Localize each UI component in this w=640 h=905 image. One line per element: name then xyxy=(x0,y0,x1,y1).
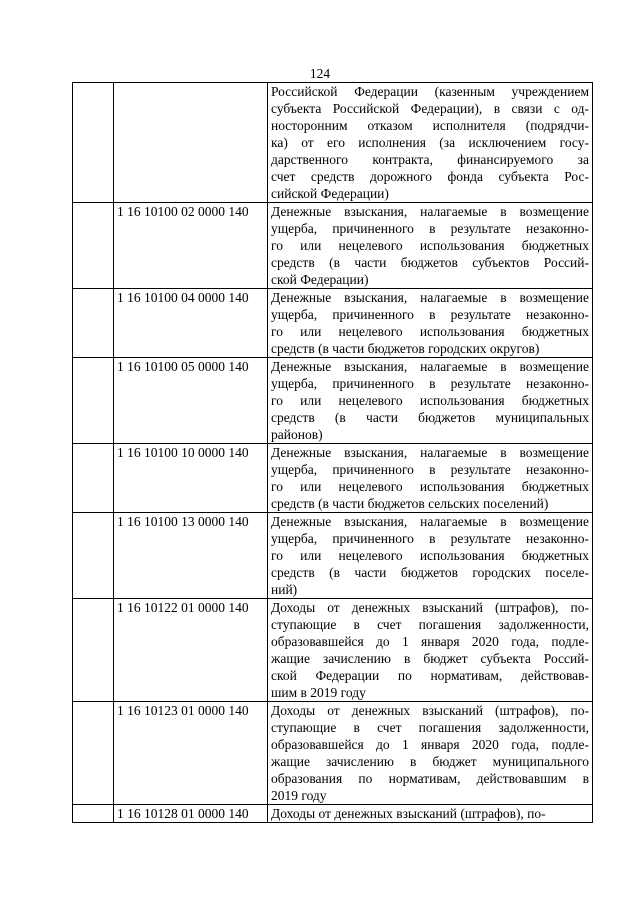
description-line: Доходы от денежных взысканий (штрафов), по- xyxy=(271,600,589,615)
table-row xyxy=(73,203,593,289)
row-blank-cell xyxy=(73,83,114,203)
description-line: ущерба, причиненного в результате незаконно- xyxy=(271,462,589,477)
income-description-cell xyxy=(268,444,593,513)
income-description-cell xyxy=(268,203,593,289)
description-line: Денежные взыскания, налагаемые в возмещение xyxy=(271,445,589,460)
description-line: Денежные взыскания, налагаемые в возмещение xyxy=(271,290,589,305)
description-line: Денежные взыскания, налагаемые в возмещение xyxy=(271,204,589,219)
table-row xyxy=(73,358,593,444)
description-line: счет средств дорожного фонда субъекта Рос- xyxy=(271,169,589,184)
description-line: ка) от его исполнения (за исключением госу- xyxy=(271,135,589,150)
table-row xyxy=(73,289,593,358)
description-line: го или нецелевого использования бюджетных xyxy=(271,324,589,339)
row-blank-cell xyxy=(73,203,114,289)
budget-code-cell: 1 16 10100 02 0000 140 xyxy=(114,203,268,289)
budget-code-cell xyxy=(114,83,268,203)
description-line: образовавшейся до 1 января 2020 года, подле- xyxy=(271,634,589,649)
description-line: средств (в части бюджетов сельских поселений) xyxy=(271,496,549,511)
row-blank-cell xyxy=(73,805,114,823)
description-line: ской Федерации) xyxy=(271,272,369,287)
table-row xyxy=(73,805,593,823)
description-line: средств (в части бюджетов субъектов Россий- xyxy=(271,255,589,270)
description-line: го или нецелевого использования бюджетных xyxy=(271,479,589,494)
description-line: дарственного контракта, финансируемого за xyxy=(271,152,589,167)
description-line: Доходы от денежных взысканий (штрафов), по- xyxy=(271,806,546,821)
table-row xyxy=(73,599,593,702)
income-description-cell xyxy=(268,358,593,444)
description-line: го или нецелевого использования бюджетных xyxy=(271,238,589,253)
description-line: го или нецелевого использования бюджетных xyxy=(271,393,589,408)
description-line: Денежные взыскания, налагаемые в возмещение xyxy=(271,359,589,374)
table-row xyxy=(73,83,593,203)
description-line: средств (в части бюджетов городских округов) xyxy=(271,341,540,356)
description-line: ступающие в счет погашения задолженности, xyxy=(271,617,589,632)
budget-code-cell: 1 16 10100 04 0000 140 xyxy=(114,289,268,358)
row-blank-cell xyxy=(73,513,114,599)
budget-code-cell: 1 16 10100 05 0000 140 xyxy=(114,358,268,444)
description-line: 2019 году xyxy=(271,788,327,803)
description-line: го или нецелевого использования бюджетных xyxy=(271,548,589,563)
description-line: жащие зачислению в бюджет субъекта Россий- xyxy=(271,651,589,666)
row-blank-cell xyxy=(73,444,114,513)
table-body xyxy=(73,83,593,823)
income-description-cell xyxy=(268,83,593,203)
description-line: районов) xyxy=(271,427,323,442)
budget-code-cell: 1 16 10123 01 0000 140 xyxy=(114,702,268,805)
description-line: Российской Федерации (казенным учреждением xyxy=(271,84,589,99)
table-row xyxy=(73,702,593,805)
description-line: средств (в части бюджетов муниципальных xyxy=(271,410,589,425)
description-line: образования по нормативам, действовавшим в xyxy=(271,771,589,786)
description-line: шим в 2019 году xyxy=(271,685,366,700)
description-line: образовавшейся до 1 января 2020 года, подле- xyxy=(271,737,589,752)
description-line: ущерба, причиненного в результате незаконно- xyxy=(271,376,589,391)
income-description-cell xyxy=(268,289,593,358)
description-line: Доходы от денежных взысканий (штрафов), по- xyxy=(271,703,589,718)
description-line: жащие зачислению в бюджет муниципального xyxy=(271,754,589,769)
row-blank-cell xyxy=(73,702,114,805)
income-description-cell xyxy=(268,805,593,823)
income-description-cell xyxy=(268,702,593,805)
description-line: носторонним отказом исполнителя (подрядчи- xyxy=(271,118,589,133)
budget-code-cell: 1 16 10122 01 0000 140 xyxy=(114,599,268,702)
income-description-cell xyxy=(268,513,593,599)
budget-code-cell: 1 16 10128 01 0000 140 xyxy=(114,805,268,823)
description-line: субъекта Российской Федерации), в связи с од- xyxy=(271,101,589,116)
row-blank-cell xyxy=(73,289,114,358)
row-blank-cell xyxy=(73,599,114,702)
description-line: ний) xyxy=(271,582,298,597)
description-line: сийской Федерации) xyxy=(271,186,389,201)
description-line: Денежные взыскания, налагаемые в возмещение xyxy=(271,514,589,529)
description-line: ущерба, причиненного в результате незаконно- xyxy=(271,221,589,236)
page-number: 124 xyxy=(309,66,331,81)
description-line: ской Федерации по нормативам, действовав- xyxy=(271,668,589,683)
budget-code-cell: 1 16 10100 13 0000 140 xyxy=(114,513,268,599)
budget-code-cell: 1 16 10100 10 0000 140 xyxy=(114,444,268,513)
description-line: ступающие в счет погашения задолженности, xyxy=(271,720,589,735)
budget-classification-table xyxy=(72,82,593,823)
table-row xyxy=(73,513,593,599)
description-line: ущерба, причиненного в результате незаконно- xyxy=(271,531,589,546)
description-line: средств (в части бюджетов городских поселе- xyxy=(271,565,589,580)
table-row xyxy=(73,444,593,513)
description-line: ущерба, причиненного в результате незаконно- xyxy=(271,307,589,322)
row-blank-cell xyxy=(73,358,114,444)
income-description-cell xyxy=(268,599,593,702)
